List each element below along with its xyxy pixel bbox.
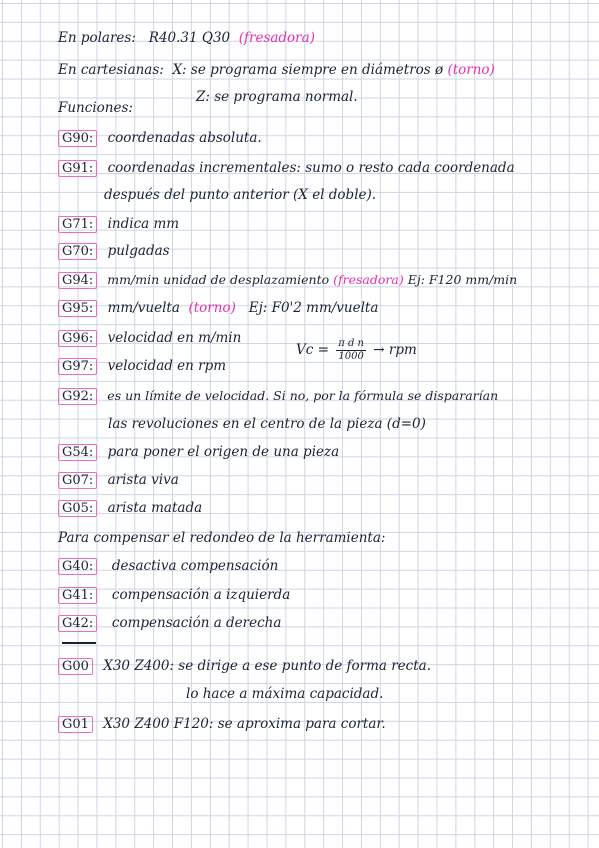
g92-text: es un límite de velocidad. Si no, por la fórmula se dispararían: [107, 388, 499, 403]
cartesianas-label: En cartesianas:: [58, 62, 164, 78]
g01-line: [58, 716, 386, 733]
g41-code: G41:: [58, 587, 97, 604]
cartesianas-x-note: (torno): [447, 62, 495, 78]
g95-line: [58, 300, 378, 317]
cartesianas-x-line: [58, 62, 495, 78]
g00-code: G00: [58, 658, 93, 675]
g70-code: G70:: [58, 243, 97, 260]
g71-text: indica mm: [107, 216, 180, 232]
g00-text: X30 Z400: se dirige a ese punto de forma recta.: [103, 658, 431, 674]
formula-arrow: → rpm: [373, 342, 417, 358]
g94-code: G94:: [58, 272, 97, 289]
g94-line: [58, 272, 517, 289]
g90-code: G90:: [58, 130, 97, 147]
cartesianas-z-line: [196, 89, 358, 105]
g54-line: [58, 444, 339, 461]
g54-text: para poner el origen de una pieza: [107, 444, 340, 460]
g92-line-2: las revoluciones en el centro de la pieza (d=0): [108, 416, 426, 432]
g54-code: G54:: [58, 444, 97, 461]
cartesianas-z-text: Z: se programa normal.: [196, 89, 358, 105]
g70-line: [58, 243, 170, 260]
g92-code: G92:: [58, 388, 97, 405]
g95-note: (torno): [188, 300, 236, 316]
formula-fraction: [336, 338, 366, 363]
g90-text: coordenadas absoluta.: [107, 130, 262, 146]
g97-text: velocidad en rpm: [107, 358, 227, 374]
g97-code: G97:: [58, 358, 97, 375]
g94-text: mm/min unidad de desplazamiento: [107, 272, 330, 287]
g96-line: [58, 330, 241, 347]
g07-text: arista viva: [107, 472, 179, 488]
g71-line: [58, 216, 179, 233]
polares-line: [58, 30, 315, 46]
g96-text: velocidad en m/min: [107, 330, 242, 346]
g41-line: [58, 587, 290, 604]
g70-text: pulgadas: [107, 243, 170, 259]
formula-lhs: Vc =: [296, 342, 329, 358]
funciones-title: Funciones:: [58, 100, 133, 116]
g01-text: X30 Z400 F120: se aproxima para cortar.: [103, 716, 386, 732]
g40-line: [58, 558, 278, 575]
g05-line: [58, 500, 202, 517]
g71-code: G71:: [58, 216, 97, 233]
g05-text: arista matada: [107, 500, 203, 516]
g94-note: (fresadora): [333, 272, 404, 287]
g91-line-2: después del punto anterior (X el doble).: [104, 187, 377, 203]
g00-line-2: lo hace a máxima capacidad.: [186, 686, 384, 702]
vc-formula: [296, 338, 417, 363]
g94-example: Ej: F120 mm/min: [407, 272, 518, 287]
polares-value: R40.31 Q30: [148, 30, 231, 46]
g01-code: G01: [58, 716, 93, 733]
polares-note: (fresadora): [238, 30, 315, 46]
g92-line: [58, 388, 498, 405]
g41-text: compensación a izquierda: [111, 587, 291, 603]
g95-text: mm/vuelta: [107, 300, 180, 316]
formula-numerator: π d n: [338, 338, 364, 349]
g07-line: [58, 472, 179, 489]
g40-text: desactiva compensación: [111, 558, 279, 574]
g00-line: [58, 658, 431, 675]
section-divider: [62, 642, 96, 644]
g05-code: G05:: [58, 500, 97, 517]
g91-text: coordenadas incrementales: sumo o resto cada coordenada: [107, 160, 515, 176]
g91-code: G91:: [58, 160, 97, 177]
polares-label: En polares:: [58, 30, 136, 46]
g95-code: G95:: [58, 300, 97, 317]
g42-text: compensación a derecha: [111, 615, 282, 631]
g97-line: [58, 358, 226, 375]
g96-code: G96:: [58, 330, 97, 347]
g42-code: G42:: [58, 615, 97, 632]
g42-line: [58, 615, 281, 632]
compensar-title: Para compensar el redondeo de la herramienta:: [58, 530, 386, 546]
g91-line: [58, 160, 515, 177]
g95-example: Ej: F0'2 mm/vuelta: [248, 300, 379, 316]
g07-code: G07:: [58, 472, 97, 489]
g40-code: G40:: [58, 558, 97, 575]
cartesianas-x-text: X: se programa siempre en diámetros ø: [172, 62, 444, 78]
formula-denominator: 1000: [338, 351, 364, 362]
g90-line: [58, 130, 262, 147]
